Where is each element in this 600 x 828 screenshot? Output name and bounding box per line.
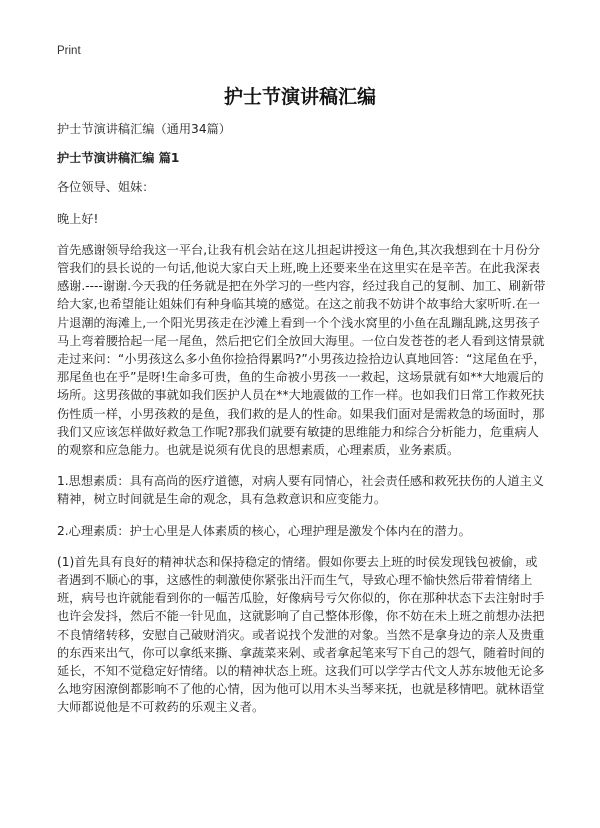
paragraph-emotion: (1)首先具有良好的精神状态和保持稳定的情绪。假如你要去上班的时侯发现钱包被偷，或者遇到不顺心的事，这感性的刺激使你紧张出汗而生气，导致心理不愉快然后带着情绪上班，病号也许就能看到你的一幅苦瓜脸，好像病号亏欠你似的，你在那种状态下去注射时手也许会发抖，然后不能一针见血，这就影响了自己整体形像，你不妨在未上班之前想办法把不良情绪转移，安慰自己破财消灾。或者说找个发泄的对象。当然不是拿身边的亲人及贵重的东西来出气，你可以拿纸来撕、拿蔬菜来剁、或者拿起笔来写下自己的怨气，随着时间的延长，不知不觉稳定好情绪。以的精神状态上班。这我们可以学学古代文人苏东坡他无论多么地穷困潦倒都影响不了他的心情，因为他可以用木头当琴来抚，也就是移情吧。就林语堂大师都说他是不可救药的乐观主义者。	[57, 554, 545, 715]
salutation: 晚上好!	[57, 211, 99, 226]
paragraph-ideology: 1.思想素质：具有高尚的医疗道德，对病人要有同情心，社会责任感和救死扶伤的人道主义精神，树立时间就是生命的观念，具有急救意识和应变能力。	[57, 474, 544, 507]
document-subtitle: 护士节演讲稿汇编（通用34篇）	[57, 122, 231, 136]
paragraph-psychology: 2.心理素质：护士心里是人体素质的核心，心理护理是激发个体内在的潜力。	[57, 523, 471, 538]
part-heading: 护士节演讲稿汇编 篇1	[57, 151, 180, 166]
page-title: 护士节演讲稿汇编	[223, 86, 376, 108]
greeting: 各位领导、姐妹：	[57, 180, 155, 195]
document-body	[57, 120, 547, 730]
paragraph-intro: 首先感谢领导给我这一平台,让我有机会站在这儿担起讲授这一角色,其次我想到在十月份分管我们的县长说的一句话,他说大家白天上班,晚上还要来坐在这里实在是辛苦。在此我深表感谢.----谢谢.今天我的任务就是把在外学习的一些内容，经过我自己的复制、加工、刷新带给大家,也希望能让姐妹们有种身临其境的感觉。在这之前我不妨讲个故事给大家听听.在一片退潮的海滩上,一个阳光男孩走在沙滩上看到一个个浅水窝里的小鱼在乱蹦乱跳,这男孩子马上弯着腰拾起一尾一尾鱼，然后把它们全放回大海里。一位白发苍苍的老人看到这情景就走过来问：“小男孩这么多小鱼你捡拾得累吗?”小男孩边捡拾边认真地回答：“这尾鱼在乎，那尾鱼也在乎”是呀!生命多可贵，鱼的生命被小男孩一一救起，这场景就有如**大地震后的场所。这男孩做的事就如我们医护人员在**大地震做的工作一样。也如我们日常工作救死扶伤性质一样，小男孩救的是鱼，我们救的是人的性命。如果我们面对是需救急的场面时，那我们又应该怎样做好救急工作呢?那我们就要有敏捷的思维能力和综合分析能力，危重病人的观察和应急能力。也就是说须有优良的思想素质，心理素质，业务素质。	[57, 242, 546, 458]
print-link[interactable]: Print	[57, 45, 81, 57]
